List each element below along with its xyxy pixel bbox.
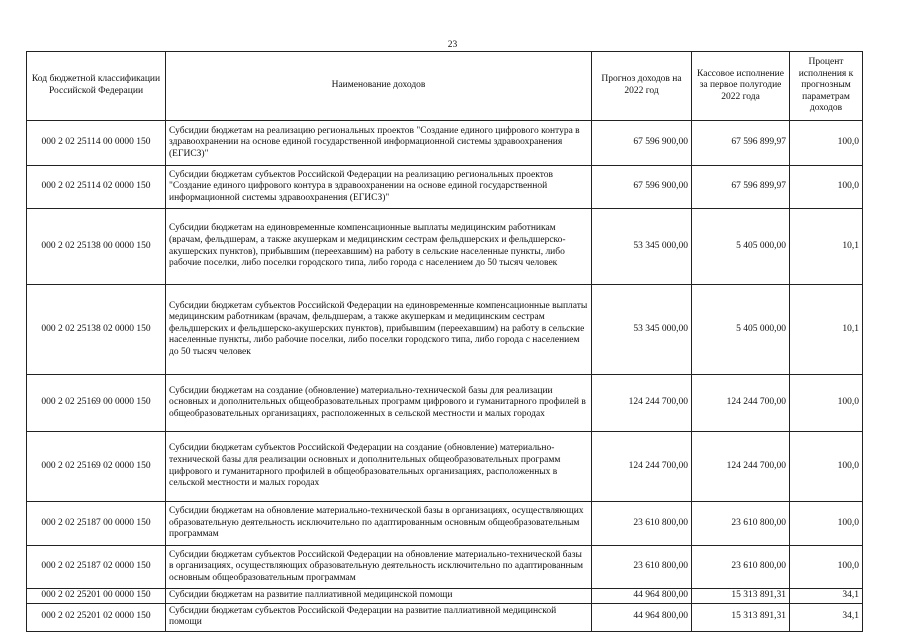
cell-name: Субсидии бюджетам субъектов Российской Федерации на единовременные компенсационные выплаты медицинским работникам (врачам, фельдшерам, а также акушеркам и медицинским сестрам фельдшерских и фельдшерско-акушерских пунктов), прибывшим (переехавшим) на работу в сельские населенные пункты, либо рабочие поселки, либо поселки городского типа, либо города с населением до 50 тысяч человек <box>166 285 592 375</box>
cell-code: 000 2 02 25169 02 0000 150 <box>27 432 166 502</box>
cell-cash: 15 313 891,31 <box>692 589 790 604</box>
cell-cash: 23 610 800,00 <box>692 502 790 546</box>
cell-percent: 34,1 <box>790 589 863 604</box>
table-row <box>27 285 863 375</box>
cell-name: Субсидии бюджетам на развитие паллиативной медицинской помощи <box>166 589 592 604</box>
cell-forecast: 53 345 000,00 <box>592 285 692 375</box>
cell-percent: 100,0 <box>790 432 863 502</box>
table-row <box>27 432 863 502</box>
cell-code: 000 2 02 25169 00 0000 150 <box>27 375 166 432</box>
cell-name: Субсидии бюджетам на обновление материально-технической базы в организациях, осуществляющих образовательную деятельность исключительно по адаптированным основным общеобразовательным программам <box>166 502 592 546</box>
cell-code: 000 2 02 25138 02 0000 150 <box>27 285 166 375</box>
cell-forecast: 23 610 800,00 <box>592 546 692 589</box>
cell-code: 000 2 02 25138 00 0000 150 <box>27 209 166 285</box>
cell-code: 000 2 02 25201 02 0000 150 <box>27 603 166 631</box>
cell-code: 000 2 02 25187 02 0000 150 <box>27 546 166 589</box>
cell-cash: 15 313 891,31 <box>692 603 790 631</box>
cell-name: Субсидии бюджетам на создание (обновление) материально-технической базы для реализации основных и дополнительных общеобразовательных программ цифрового и гуманитарного профилей в общеобразовательных организациях, расположенных в сельской местности и малых городах <box>166 375 592 432</box>
cell-percent: 100,0 <box>790 375 863 432</box>
header-code: Код бюджетной классификации Российской Федерации <box>27 52 166 121</box>
cell-percent: 100,0 <box>790 546 863 589</box>
cell-cash: 124 244 700,00 <box>692 375 790 432</box>
table-header-row <box>27 52 863 121</box>
cell-name: Субсидии бюджетам субъектов Российской Федерации на обновление материально-технической базы в организациях, осуществляющих образовательную деятельность исключительно по адаптированным основным общеобразовательным программам <box>166 546 592 589</box>
page-number: 23 <box>447 40 458 50</box>
cell-percent: 10,1 <box>790 285 863 375</box>
cell-cash: 67 596 899,97 <box>692 166 790 209</box>
cell-name: Субсидии бюджетам субъектов Российской Федерации на создание (обновление) материально-технической базы для реализации основных и дополнительных общеобразовательных программ цифрового и гуманитарного профилей в общеобразовательных организациях, расположенных в сельской местности и малых городах <box>166 432 592 502</box>
cell-cash: 23 610 800,00 <box>692 546 790 589</box>
header-name: Наименование доходов <box>166 52 592 121</box>
cell-cash: 124 244 700,00 <box>692 432 790 502</box>
cell-cash: 5 405 000,00 <box>692 209 790 285</box>
cell-cash: 5 405 000,00 <box>692 285 790 375</box>
cell-name: Субсидии бюджетам на единовременные компенсационные выплаты медицинским работникам (врачам, фельдшерам, а также акушеркам и медицинским сестрам фельдшерских и фельдшерско-акушерских пунктов), прибывшим (переехавшим) на работу в сельские населенные пункты, либо рабочие поселки, либо поселки городского типа, либо города с населением до 50 тысяч человек <box>166 209 592 285</box>
cell-forecast: 67 596 900,00 <box>592 121 692 166</box>
cell-forecast: 23 610 800,00 <box>592 502 692 546</box>
cell-name: Субсидии бюджетам на реализацию региональных проектов "Создание единого цифрового контура в здравоохранении на основе единой государственной информационной системы здравоохранения (ЕГИСЗ)" <box>166 121 592 166</box>
cell-code: 000 2 02 25114 00 0000 150 <box>27 121 166 166</box>
header-percent: Процент исполнения к прогнозным параметрам доходов <box>790 52 863 121</box>
cell-code: 000 2 02 25201 00 0000 150 <box>27 589 166 604</box>
cell-forecast: 124 244 700,00 <box>592 375 692 432</box>
table-row <box>27 502 863 546</box>
cell-forecast: 53 345 000,00 <box>592 209 692 285</box>
cell-forecast: 44 964 800,00 <box>592 589 692 604</box>
cell-name: Субсидии бюджетам субъектов Российской Федерации на развитие паллиативной медицинской помощи <box>166 603 592 631</box>
cell-code: 000 2 02 25187 00 0000 150 <box>27 502 166 546</box>
cell-percent: 34,1 <box>790 603 863 631</box>
revenue-table <box>26 51 863 632</box>
cell-percent: 10,1 <box>790 209 863 285</box>
cell-percent: 100,0 <box>790 502 863 546</box>
cell-forecast: 67 596 900,00 <box>592 166 692 209</box>
header-cash: Кассовое исполнение за первое полугодие 2022 года <box>692 52 790 121</box>
header-forecast: Прогноз доходов на 2022 год <box>592 52 692 121</box>
cell-name: Субсидии бюджетам субъектов Российской Федерации на реализацию региональных проектов "Создание единого цифрового контура в здравоохранении на основе единой государственной информационной системы здравоохранения (ЕГИСЗ)" <box>166 166 592 209</box>
cell-forecast: 44 964 800,00 <box>592 603 692 631</box>
table-row <box>27 589 863 604</box>
table-row <box>27 166 863 209</box>
cell-forecast: 124 244 700,00 <box>592 432 692 502</box>
table-row <box>27 209 863 285</box>
table-row <box>27 375 863 432</box>
table-row <box>27 546 863 589</box>
cell-cash: 67 596 899,97 <box>692 121 790 166</box>
cell-percent: 100,0 <box>790 121 863 166</box>
cell-percent: 100,0 <box>790 166 863 209</box>
table-row <box>27 121 863 166</box>
cell-code: 000 2 02 25114 02 0000 150 <box>27 166 166 209</box>
table-row <box>27 603 863 631</box>
